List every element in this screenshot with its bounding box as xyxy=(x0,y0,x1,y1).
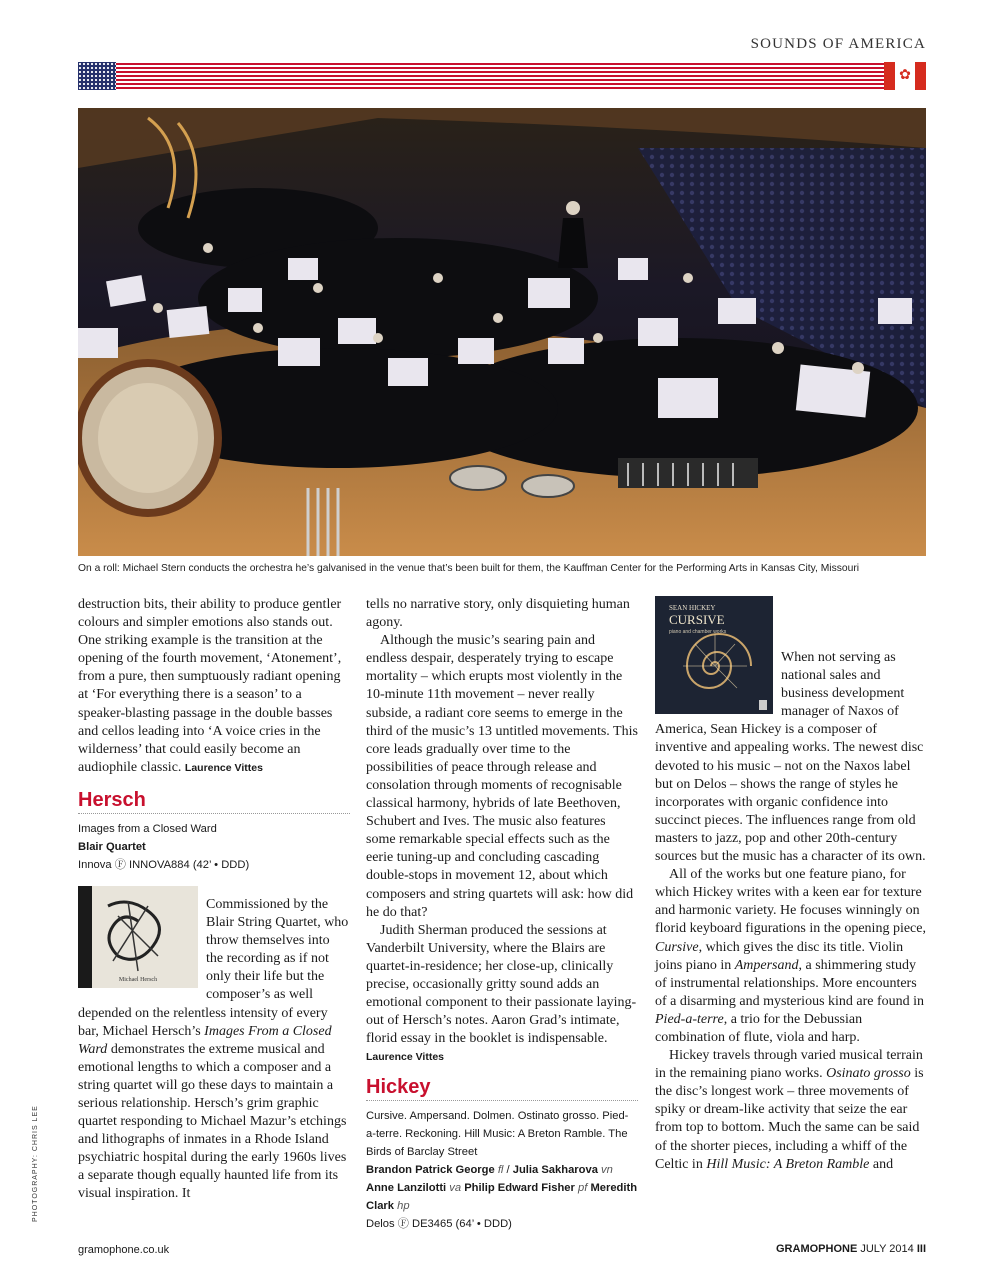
performers: Brandon Patrick George fl / Julia Sakharova vn Anne Lanzilotti va Philip Edward Fisher pf Meredith Clark hp xyxy=(366,1164,638,1213)
column-1 xyxy=(78,596,350,1204)
svg-text:Michael Hersch: Michael Hersch xyxy=(118,976,158,983)
photo-credit: PHOTOGRAPHY: CHRIS LEE xyxy=(32,1105,39,1222)
review-heading-hersch: Hersch xyxy=(78,783,350,814)
review-paragraph: When not serving as national sales and business development manager of Naxos of America, Sean Hickey is a composer of inventive and appealing works. The newest disc devoted to his music – not on the Naxos label but on Delos – shows the range of styles he incorporates with organic confidence into succinct pieces. The influences range from old masters to jazz, pop and other 20th-century sources but the music has a character of its own. xyxy=(655,650,926,865)
performers: Blair Quartet xyxy=(78,840,146,853)
footer-url[interactable]: gramophone.co.uk xyxy=(78,1244,170,1256)
svg-text:piano and chamber works: piano and chamber works xyxy=(669,629,727,635)
flag-banner xyxy=(78,62,926,90)
photo-caption: On a roll: Michael Stern conducts the orchestra he’s galvanised in the venue that’s been built for them, the Kauffman Center for the Performing Arts in Kansas City, Missouri xyxy=(78,563,860,574)
review-paragraph: Judith Sherman produced the sessions at Vanderbilt University, where the Blairs are quartet-in-residence; her close-up, clinically precise, occasionally gritty sound adds an emotional component to their passionate laying-out of Hersch’s notes. Aaron Grad’s intimate, florid essay in the booklet is indispensable. Laurence Vittes xyxy=(366,922,637,1064)
svg-text:CURSIVE: CURSIVE xyxy=(669,612,725,627)
hickey-album-cover xyxy=(655,596,773,714)
reviewer-byline: Laurence Vittes xyxy=(366,1051,445,1064)
work-list: Cursive. Ampersand. Dolmen. Ostinato grosso. Pied-a-terre. Reckoning. Hill Music: A Breton Ramble. The Birds of Barclay Street xyxy=(366,1110,629,1159)
footer-masthead xyxy=(776,1243,926,1255)
us-flag-stripes xyxy=(78,63,884,89)
column-2 xyxy=(366,596,638,1233)
hersch-album-cover xyxy=(78,886,198,988)
reviewer-byline: Laurence Vittes xyxy=(184,761,263,774)
section-title: SOUNDS OF AMERICA xyxy=(750,36,926,52)
svg-text:SEAN HICKEY: SEAN HICKEY xyxy=(669,604,716,612)
orchestra-photo xyxy=(78,108,926,556)
work-title: Images from a Closed Ward xyxy=(78,822,217,835)
review-paragraph: tells no narrative story, only disquieting human agony. xyxy=(366,597,630,631)
page-number: III xyxy=(916,1243,926,1255)
us-flag-icon xyxy=(78,62,116,90)
label-catalogue: Delos Ⓕ DE3465 (64’ • DDD) xyxy=(366,1218,512,1231)
review-paragraph: Hickey travels through varied musical terrain in the remaining piano works. Osinato grosso is the disc’s longest work – three movements of spiky or dream-like activity that seize the ear from top to bottom. Much the same can be said of the shorter pieces, including a whiff of the Celtic in Hill Music: A Breton Ramble and xyxy=(655,1048,924,1172)
magazine-name: GRAMOPHONE xyxy=(776,1243,858,1255)
review-paragraph: Commissioned by the Blair String Quartet, who throw themselves into the recording as if not only their life but the composer’s as well depended on the relentless intensity of every bar, Michael Hersch’s Images From a Closed Ward demonstrates the extreme musical and emotional lengths to which a composer and a string quartet will go these days to maintain a serious relationship. Hersch’s grim graphic quartet responding to Michael Mazur’s etchings and lithographs of inmates in a Rhode Island psychiatric hospital during the early 1960s lives a separate though equally haunted life from its visual inspiration. It xyxy=(78,896,349,1202)
review-paragraph: destruction bits, their ability to produce gentler colours and simpler emotions also stands out. One striking example is the transition at the opening of the fourth movement, ‘Atonement’, from a pure, then sumptuously radiant opening at ‘For everything there is a season’ to a speaker-blasting passage in the double basses and cellos leading into ‘A voice cries in the wilderness’ that could easily become an audiophile classic. Laurence Vittes xyxy=(78,597,342,775)
review-heading-hickey: Hickey xyxy=(366,1070,638,1101)
review-paragraph: All of the works but one feature piano, for which Hickey writes with a keen ear for texture and harmonic variety. He focuses winningly on florid keyboard figurations in the opening piece, Cursive, which gives the disc its title. Violin joins piano in Ampersand, a shimmering study of instrumental relationships. More encounters of a disarming and mysterious kind are found in Pied-a-terre, a trio for the Debussian combination of flute, viola and harp. xyxy=(655,867,926,1045)
issue-date: JULY 2014 xyxy=(860,1243,914,1255)
canada-flag-icon: ✿ xyxy=(884,62,926,90)
label-catalogue: Innova Ⓕ INNOVA884 (42’ • DDD) xyxy=(78,858,250,871)
review-paragraph: Although the music’s searing pain and endless despair, desperately trying to escape mortality – which erupts most violently in the 10-minute 11th movement – never really subside, a radiant core seems to emerge in the third of the music’s 13 untitled movements. This core leads gradually over time to the possibilities of peace through release and consolation through moments of recognisable classical harmony, hybrids of late Beethoven, Schubert and Ives. The music also features some remarkable special effects such as the eerie tuning-up and concluding cascading double-stops in movement 12, about which composers and string quartets will ask: how did he do that? xyxy=(366,633,638,920)
column-3 xyxy=(655,596,927,1174)
